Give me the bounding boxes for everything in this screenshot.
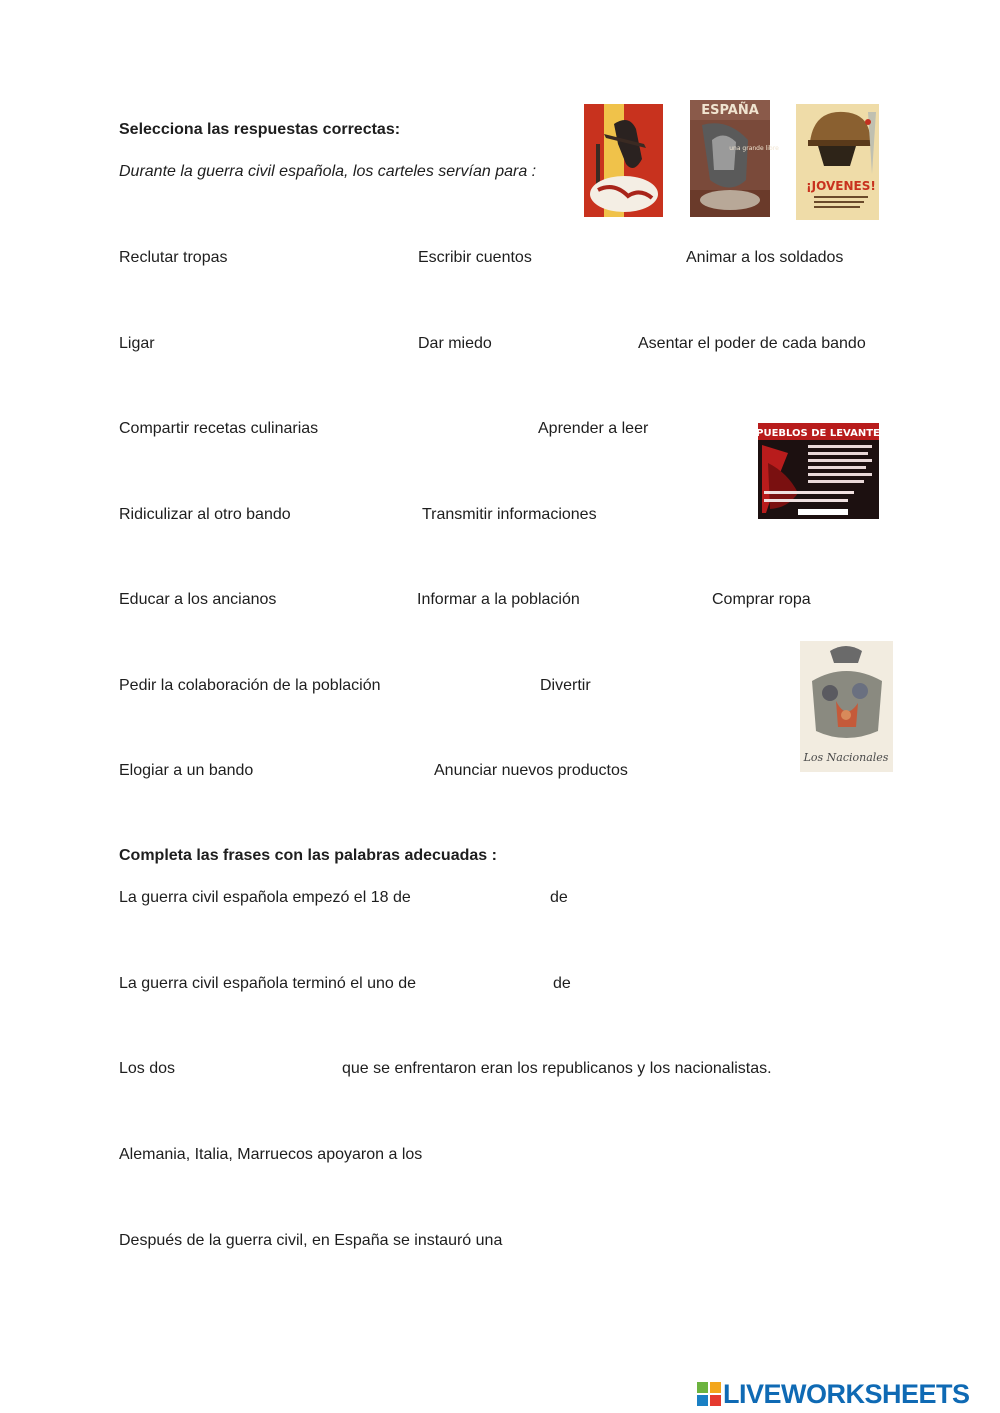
sentence-4: Alemania, Italia, Marruecos apoyaron a los [119,1146,423,1163]
sentence-3-end: que se enfrentaron eran los republicanos y los nacionalistas. [342,1060,772,1077]
sentence-1-mid: de [550,889,568,906]
sentence-3-start: Los dos [119,1060,176,1077]
section-heading: Selecciona las respuestas correctas: [119,121,401,138]
logo-grid-icon [697,1382,721,1406]
option-aprender-leer[interactable]: Aprender a leer [538,420,649,437]
sentence-5: Después de la guerra civil, en España se instauró una [119,1232,503,1249]
poster-jovenes-image [796,104,879,220]
option-educar-ancianos[interactable]: Educar a los ancianos [119,591,277,608]
poster-levante-image [751,423,885,519]
option-ligar[interactable]: Ligar [119,335,155,352]
poster-levante-title: ¡PUEBLOS DE LEVANTE! [751,428,885,439]
sentence-1-start: La guerra civil española empezó el 18 de [119,889,411,906]
poster-nacionales-image [800,641,893,772]
option-transmitir-informaciones[interactable]: Transmitir informaciones [422,506,597,523]
option-divertir[interactable]: Divertir [540,677,591,694]
poster-espana-title: ESPAÑA [701,103,759,118]
option-compartir-recetas[interactable]: Compartir recetas culinarias [119,420,319,437]
completion-heading: Completa las frases con las palabras adecuadas : [119,847,497,864]
poster-worker-image [584,104,663,217]
poster-jovenes-title: ¡JOVENES! [806,179,876,193]
sentence-2-mid: de [553,975,571,992]
poster-nacionales-title: Los Nacionales [803,751,889,764]
option-comprar-ropa[interactable]: Comprar ropa [712,591,811,608]
option-dar-miedo[interactable]: Dar miedo [418,335,492,352]
option-escribir-cuentos[interactable]: Escribir cuentos [418,249,532,266]
option-animar-soldados[interactable]: Animar a los soldados [686,249,844,266]
poster-espana-image [690,100,779,217]
option-elogiar-bando[interactable]: Elogiar a un bando [119,762,254,779]
option-asentar-poder[interactable]: Asentar el poder de cada bando [638,335,866,352]
option-pedir-colaboracion[interactable]: Pedir la colaboración de la población [119,677,381,694]
question-text: Durante la guerra civil española, los carteles servían para : [119,163,537,180]
liveworksheets-logo [697,1378,970,1410]
option-reclutar-tropas[interactable]: Reclutar tropas [119,249,228,266]
option-anunciar-productos[interactable]: Anunciar nuevos productos [434,762,628,779]
poster-espana-sub: una grande libre [729,145,779,152]
option-ridiculizar[interactable]: Ridiculizar al otro bando [119,506,291,523]
option-informar-poblacion[interactable]: Informar a la población [417,591,580,608]
logo-text: LIVEWORKSHEETS [723,1378,970,1409]
sentence-2-start: La guerra civil española terminó el uno de [119,975,417,992]
